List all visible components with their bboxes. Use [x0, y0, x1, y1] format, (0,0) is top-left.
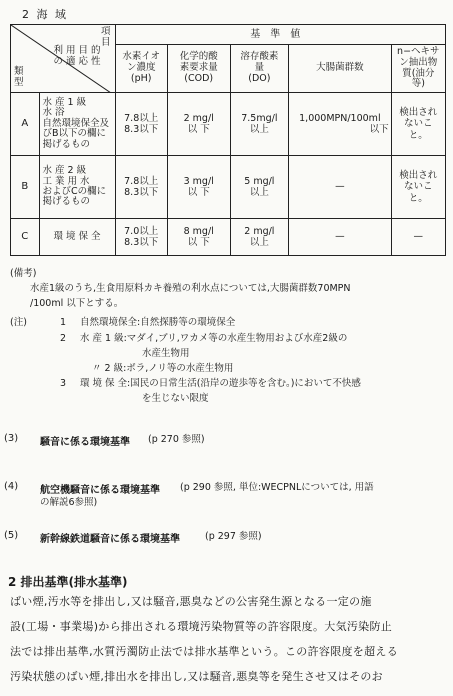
cell-do: 7.5mg/l 以上: [230, 93, 289, 156]
corner-type-label: 類 型: [14, 66, 24, 89]
note-num: 3: [60, 378, 67, 389]
cell-do: 5 mg/l 以上: [230, 156, 289, 219]
row-type-label: B: [11, 156, 39, 218]
item-title: 航空機騒音に係る環境基準: [40, 485, 160, 496]
item-number: (3): [4, 433, 19, 444]
note-num: 1: [60, 317, 67, 328]
cell-coliform: —: [289, 219, 391, 256]
row-type-label: C: [11, 219, 39, 255]
base-value-header: 基準値: [115, 25, 445, 45]
row-purpose: 水 産 2 級 工 業 用 水 およびCの欄に 掲げるもの: [42, 165, 107, 208]
item-reference: (p 270 参照): [148, 434, 205, 445]
item-reference: (p 297 参照): [205, 531, 262, 542]
remarks-line-1: 水産1級のうち,生食用原料カキ養殖の利水点については,大腸菌群数70MPN: [30, 283, 351, 294]
cell-cod: 2 mg/l 以 下: [167, 93, 230, 156]
remarks-line-2: /100ml 以下とする。: [30, 298, 124, 309]
body-line-3: 法では排出基準,水質汚濁防止法では排水基準という。この許容限度を超える: [10, 645, 398, 658]
item-reference-cont: の解説6参照): [40, 497, 98, 508]
body-line-2: 設(工場・事業場)から排出される環境汚染物質等の許容限度。大気汚染防止: [10, 620, 393, 633]
item-number: (4): [4, 481, 19, 492]
note-text: 〃 2 級:ボラ,ノリ等の水産生物用: [92, 363, 234, 374]
cell-ph: 7.0以上 8.3以下: [115, 219, 167, 256]
cell-coliform: —: [289, 156, 391, 219]
col-header-do: 溶存酸素 量 (DO): [230, 45, 289, 93]
row-type-label: A: [11, 93, 39, 155]
col-header-cod: 化学的酸 素要求量 (COD): [167, 45, 230, 93]
notes-label: (注): [10, 317, 27, 328]
cell-cod: 8 mg/l 以 下: [167, 219, 230, 256]
cell-coliform: 1,000MPN/100ml 以下: [289, 93, 391, 156]
cell-oil: —: [391, 219, 445, 256]
body-line-1: ばい煙,汚水等を排出し,又は騒音,悪臭などの公害発生源となる一定の施: [10, 595, 372, 608]
cell-oil: 検出され ないこ と。: [391, 156, 445, 219]
corner-purpose-label: 利 用 目 的 の 適 応 性: [53, 45, 101, 68]
note-num: 2: [60, 333, 67, 344]
row-purpose: 水 産 1 級 水 浴 自然環境保全及 びB以下の欄に 掲げるもの: [42, 96, 110, 150]
cell-oil: 検出され ないこ と。: [391, 93, 445, 156]
col-header-oil: n−ヘキサ ン抽出物 質(油分 等): [391, 45, 445, 93]
table-row: [11, 156, 446, 219]
corner-item-label: 項 目: [101, 26, 111, 48]
cell-cod: 3 mg/l 以 下: [167, 156, 230, 219]
water-quality-standards-table: [10, 24, 446, 256]
item-reference: (p 290 参照, 単位:WECPNLについては, 用語: [180, 482, 374, 493]
section-title: 2 海 域: [22, 8, 68, 21]
col-header-ph: 水素イオ ン濃度 (pH): [115, 45, 167, 93]
remarks-label: (備考): [10, 268, 37, 279]
table-row: [11, 93, 446, 156]
item-title: 騒音に係る環境基準: [40, 437, 130, 448]
section-heading: 2 排出基準(排水基準): [8, 575, 128, 589]
item-number: (5): [4, 530, 19, 541]
note-text: 自然環境保全:自然探勝等の環境保全: [80, 317, 236, 328]
note-text: を生じない限度: [142, 393, 209, 404]
cell-ph: 7.8以上 8.3以下: [115, 156, 167, 219]
row-purpose: 環 境 保 全: [53, 230, 101, 242]
note-text: 水 産 1 級:マダイ,ブリ,ワカメ等の水産生物用および水産2級の: [80, 333, 348, 344]
cell-ph: 7.8以上 8.3以下: [115, 93, 167, 156]
cell-do: 2 mg/l 以上: [230, 219, 289, 256]
table-corner-cell: [11, 25, 116, 93]
item-title: 新幹線鉄道騒音に係る環境基準: [40, 534, 180, 545]
note-text: 水産生物用: [142, 348, 190, 359]
body-line-4: 汚染状態のばい煙,排出水を排出し,又は騒音,悪臭等を発生させ又はそのお: [10, 670, 383, 683]
col-header-coliform: 大腸菌群数: [289, 45, 391, 93]
table-row: [11, 219, 446, 256]
note-text: 環 境 保 全:国民の日常生活(沿岸の遊歩等を含む。)において不快感: [80, 378, 361, 389]
